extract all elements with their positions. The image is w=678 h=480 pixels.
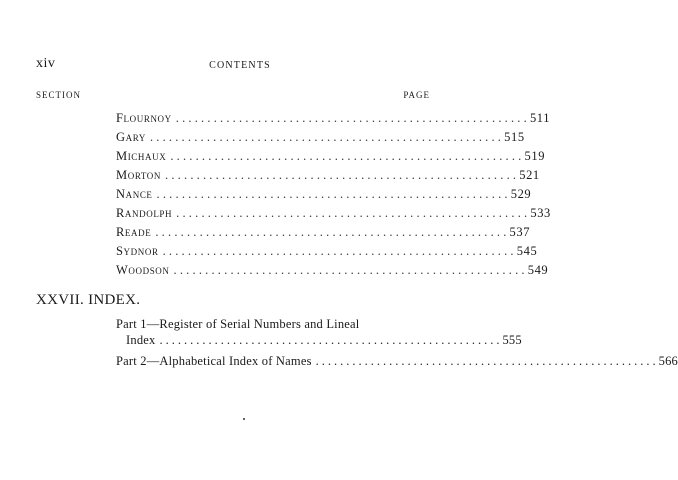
entry-page: 519 (524, 149, 546, 163)
print-speck (243, 418, 245, 420)
toc-entry (116, 263, 549, 282)
leader-dots: ........................................................ (165, 168, 520, 182)
leader-dots: ........................................................ (159, 333, 503, 347)
toc-entry (116, 244, 538, 263)
entry-page: 533 (530, 206, 551, 220)
entry-name: Randolph (116, 206, 173, 220)
leader-dots: ........................................................ (149, 130, 505, 144)
index-part (116, 317, 522, 349)
page-number: xiv (36, 56, 56, 71)
leader-dots: ........................................................ (156, 187, 511, 201)
entry-name: Reade (116, 225, 152, 239)
entry-page: 521 (519, 168, 540, 182)
entry-page: 511 (529, 111, 551, 125)
part-title-line2-row (116, 333, 522, 349)
part-title-line2: Index (126, 333, 156, 347)
entry-page: 545 (516, 244, 538, 258)
index-parts (116, 317, 678, 370)
entry-name: Woodson (116, 263, 170, 277)
entry-page: 515 (504, 130, 525, 144)
running-title: CONTENTS (209, 60, 271, 71)
section-column-header: SECTION (36, 90, 81, 100)
toc-entry (116, 130, 525, 149)
toc-entry (116, 225, 531, 244)
entry-name: Michaux (116, 149, 167, 163)
leader-dots: ........................................................ (162, 244, 517, 258)
leader-dots: ........................................................ (175, 111, 530, 125)
entry-page: 529 (510, 187, 532, 201)
page-column-header: PAGE (403, 90, 430, 100)
index-part (116, 354, 678, 370)
toc-entry (116, 168, 540, 187)
toc-entry-list (116, 111, 551, 282)
entry-page: 537 (509, 225, 531, 239)
toc-entry (116, 187, 532, 206)
entry-name: Sydnor (116, 244, 159, 258)
toc-entry (116, 149, 546, 168)
part-page: 566 (658, 354, 678, 368)
leader-dots: ........................................................ (176, 206, 531, 220)
entry-name: Nance (116, 187, 153, 201)
section-heading: XXVII. INDEX. (36, 292, 141, 308)
entry-name: Morton (116, 168, 162, 182)
leader-dots: ........................................................ (173, 263, 528, 277)
leader-dots: ........................................................ (170, 149, 525, 163)
part-row (116, 354, 678, 370)
toc-entry (116, 206, 551, 225)
part-page: 555 (502, 333, 522, 347)
toc-entry (116, 111, 551, 130)
part-title-line1: Part 1—Register of Serial Numbers and Lineal (116, 317, 360, 331)
entry-name: Gary (116, 130, 146, 144)
leader-dots: ........................................................ (155, 225, 510, 239)
part-title-line1: Part 2—Alphabetical Index of Names (116, 354, 312, 368)
entry-page: 549 (527, 263, 549, 277)
leader-dots: ........................................................ (315, 354, 659, 368)
entry-name: Flournoy (116, 111, 172, 125)
